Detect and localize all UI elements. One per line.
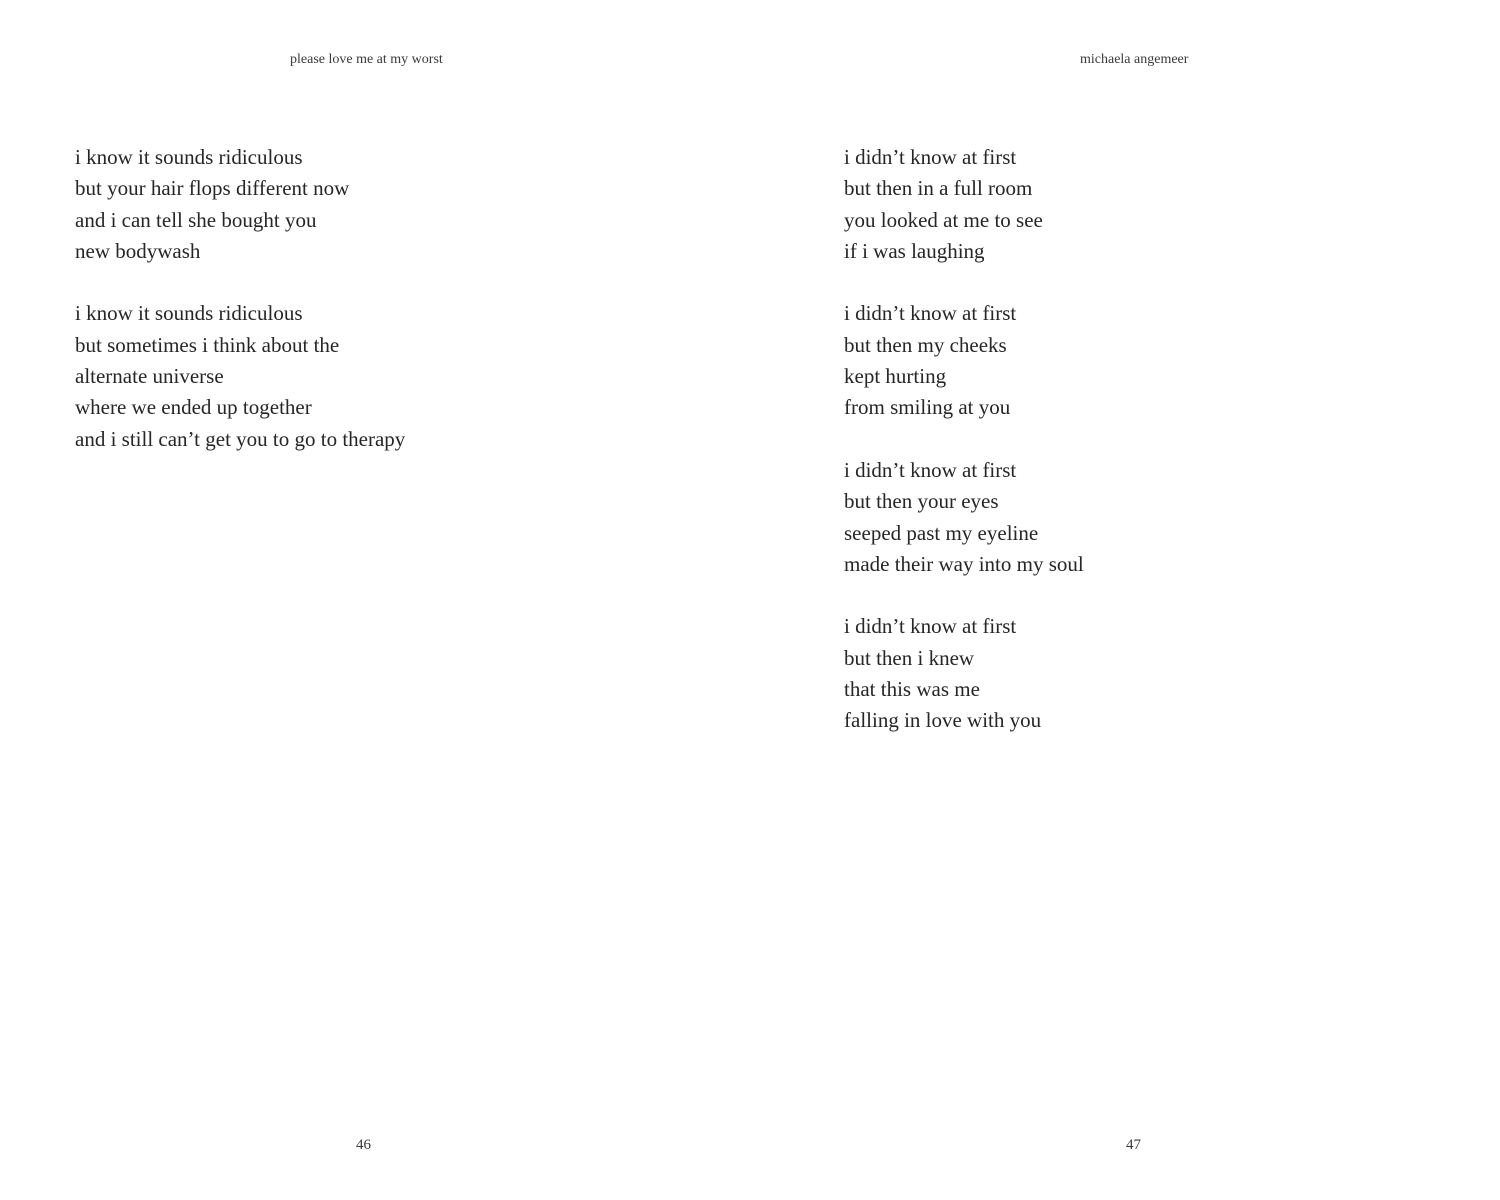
stanza: [75, 142, 405, 267]
stanza: [844, 142, 1084, 267]
page-number: 47: [1126, 1137, 1141, 1153]
running-head-author: michaela angemeer: [1080, 52, 1189, 67]
poem-line: i didn’t know at first: [844, 614, 1017, 639]
running-head-title: please love me at my worst: [290, 52, 443, 67]
poem-line: but then in a full room: [844, 176, 1033, 201]
left-poem: [75, 142, 405, 455]
right-page: [750, 0, 1500, 1200]
poem-line: from smiling at you: [844, 395, 1011, 420]
poem-line: i know it sounds ridiculous: [75, 145, 303, 169]
right-poem: [844, 142, 1084, 737]
poem-line: but your hair flops different now: [75, 176, 350, 201]
poem-line: falling in love with you: [844, 708, 1042, 733]
poem-line: where we ended up together: [75, 395, 312, 420]
stanza: [75, 298, 405, 454]
poem-line: i didn’t know at first: [844, 145, 1017, 169]
poem-line: but sometimes i think about the: [75, 332, 340, 357]
poem-line: i know it sounds ridiculous: [75, 301, 303, 326]
poem-line: if i was laughing: [844, 238, 985, 263]
stanza: [844, 298, 1084, 423]
poem-line: i didn’t know at first: [844, 301, 1017, 326]
poem-line: and i can tell she bought you: [75, 207, 317, 232]
stanza: [844, 611, 1084, 736]
poem-line: kept hurting: [844, 364, 947, 389]
poem-line: made their way into my soul: [844, 551, 1084, 576]
poem-line: new bodywash: [75, 238, 201, 263]
poem-line: but then i knew: [844, 645, 975, 670]
poem-line: you looked at me to see: [844, 207, 1043, 232]
poem-line: alternate universe: [75, 364, 224, 389]
page-number: 46: [356, 1137, 371, 1153]
poem-line: but then your eyes: [844, 489, 999, 514]
poem-line: but then my cheeks: [844, 332, 1007, 357]
poem-line: seeped past my eyeline: [844, 520, 1039, 545]
poem-line: i didn’t know at first: [844, 457, 1017, 482]
poem-line: and i still can’t get you to go to therapy: [75, 426, 406, 451]
stanza: [844, 455, 1084, 580]
poem-line: that this was me: [844, 677, 980, 702]
